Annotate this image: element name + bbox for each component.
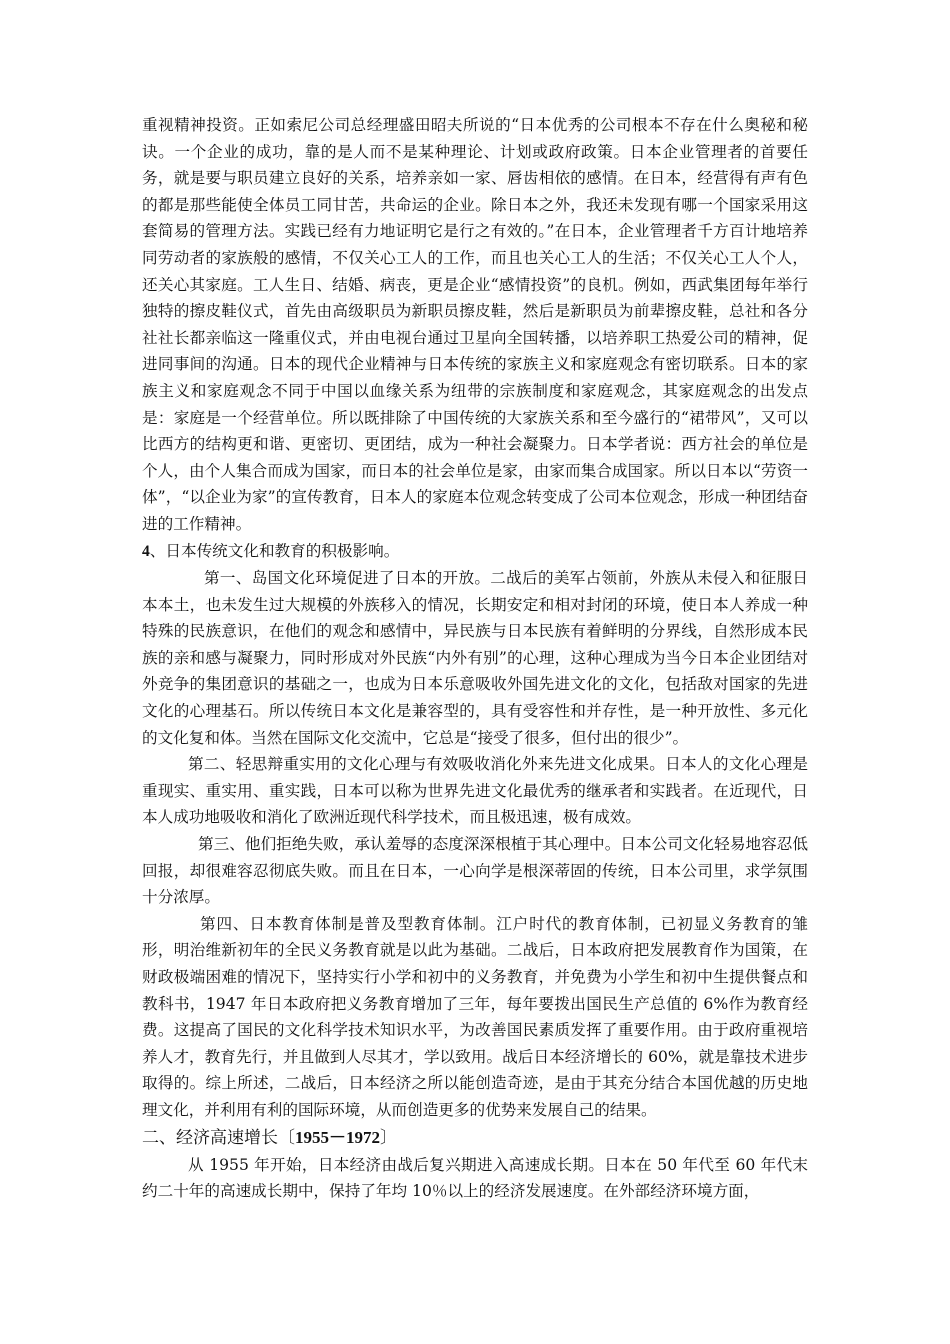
document-page [142,112,808,1205]
section-title-close: 〕 [380,1127,397,1148]
subheading-traditional-culture [142,538,808,566]
subheading-text: 、日本传统文化和教育的积极影响。 [149,541,400,560]
paragraph-high-growth-period: 从 1955 年开始，日本经济由战后复兴期进入高速成长期。日本在 50 年代至 60 年代末约二十年的高速成长期中，保持了年均 10％以上的经济发展速度。在外部经济环境方面， [142,1155,808,1201]
subheading-number: 4 [142,542,150,560]
paragraph-education-system: 第四、日本教育体制是普及型教育体制。江户时代的教育体制，已初显义务教育的雏形，明治维新初年的全民义务教育就是以此为基础。二战后，日本政府把发展教育作为国策，在财政极端困难的情况下，坚持实行小学和初中的义务教育，并免费为小学生和初中生提供餐点和教科书，1947 年日本政府把义务教育增加了三年，每年要拨出国民生产总值的 6%作为教育经费。这提高了国民的文化科学技术知识水平，为改善国民素质发挥了重要作用。由于政府重视培养人才，教育先行，并且做到人尽其才，学以致用。战后日本经济增长的 60%，就是靠技术进步取得的。综上所述，二战后，日本经济之所以能创造奇迹，是由于其充分结合本国优越的历史地理文化，并利用有利的国际环境，从而创造更多的优势来发展自己的结果。 [142,914,808,1119]
paragraph-reject-failure: 第三、他们拒绝失败，承认羞辱的态度深深根植于其心理中。日本公司文化轻易地容忍低回报，却很难容忍彻底失败。而且在日本，一心向学是根深蒂固的传统，日本公司里，求学氛围十分浓厚。 [142,835,808,907]
section-title-years: 1955－1972 [295,1127,380,1147]
paragraph-island-culture: 第一、岛国文化环境促进了日本的开放。二战后的美军占领前，外族从未侵入和征服日本本土，也未发生过大规模的外族移入的情况，长期安定和相对封闭的环境，使日本人养成一种特殊的民族意识，在他们的观念和感情中，异民族与日本民族有着鲜明的分界线，自然形成本民族的亲和感与凝聚力，同时形成对外民族“内外有别”的心理，这种心理成为当今日本企业团结对外竞争的集团意识的基础之一，也成为日本乐意吸收外国先进文化的文化，包括敌对国家的先进文化的心理基石。所以传统日本文化是兼容型的，具有受容性和并存性，是一种开放性、多元化的文化复和体。当然在国际文化交流中，它总是“接受了很多，但付出的很少”。 [142,569,808,747]
section-title-high-growth [142,1124,808,1152]
paragraph-practical-mentality: 第二、轻思辩重实用的文化心理与有效吸收消化外来先进文化成果。日本人的文化心理是重现实、重实用、重实践，日本可以称为世界先进文化最优秀的继承者和实践者。在近现代，日本人成功地吸收和消化了欧洲近现代科学技术，而且极迅速，极有成效。 [142,755,808,827]
section-title-text: 二、经济高速增长〔 [142,1127,295,1148]
paragraph-spiritual-investment: 重视精神投资。正如索尼公司总经理盛田昭夫所说的“日本优秀的公司根本不存在什么奥秘和秘诀。一个企业的成功，靠的是人而不是某种理论、计划或政府政策。日本企业管理者的首要任务，就是要与职员建立良好的关系，培养亲如一家、唇齿相依的感情。在日本，经营得有声有色的都是那些能使全体员工同甘苦，共命运的企业。除日本之外，我还未发现有哪一个国家采用这套简易的管理方法。实践已经有力地证明它是行之有效的。”在日本，企业管理者千方百计地培养同劳动者的家族般的感情，不仅关心工人的工作，而且也关心工人的生活；不仅关心工人个人，还关心其家庭。工人生日、结婚、病丧，更是企业“感情投资”的良机。例如，西武集团每年举行独特的擦皮鞋仪式，首先由高级职员为新职员擦皮鞋，然后是新职员为前辈擦皮鞋，总社和各分社社长都亲临这一隆重仪式，并由电视台通过卫星向全国转播，以培养职工热爱公司的精神，促进同事间的沟通。日本的现代企业精神与日本传统的家族主义和家庭观念有密切联系。日本的家族主义和家庭观念不同于中国以血缘关系为纽带的宗族制度和家庭观念，其家庭观念的出发点是：家庭是一个经营单位。所以既排除了中国传统的大家族关系和至今盛行的“裙带风”，又可以比西方的结构更和谐、更密切、更团结，成为一种社会凝聚力。日本学者说：西方社会的单位是个人，由个人集合而成为国家，而日本的社会单位是家，由家而集合成国家。所以日本以“劳资一体”，“以企业为家”的宣传教育，日本人的家庭本位观念转变成了公司本位观念，形成一种团结奋进的工作精神。 [142,116,808,533]
